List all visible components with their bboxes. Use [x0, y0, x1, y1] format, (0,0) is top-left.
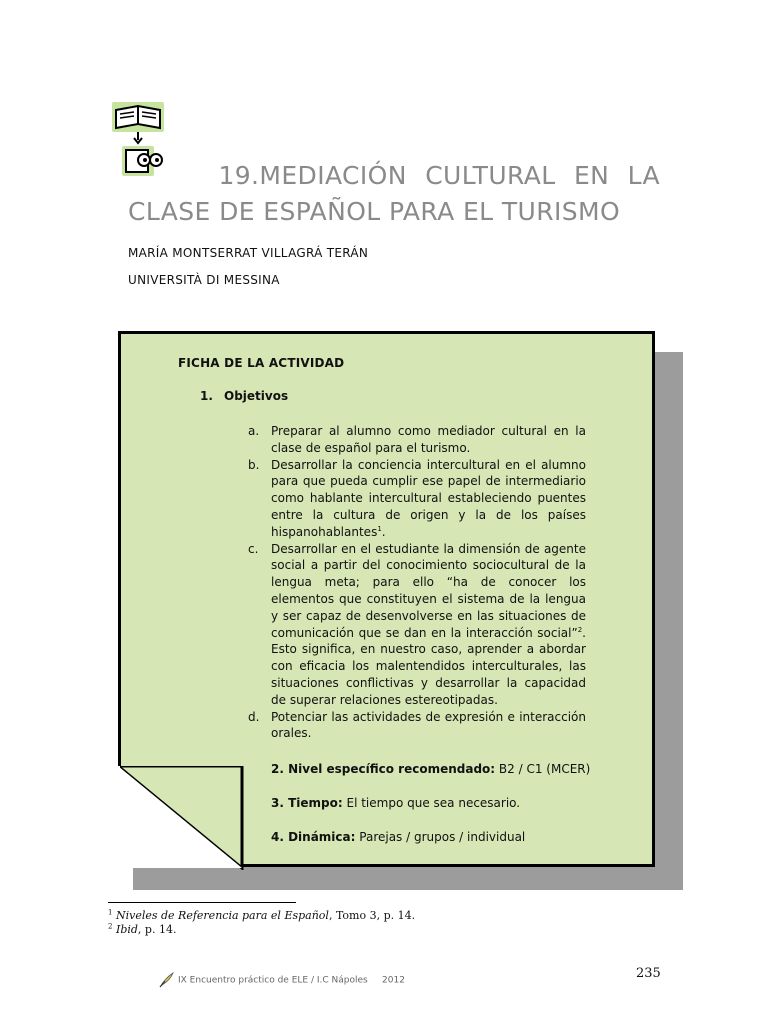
title-line-1: 19.MEDIACIÓN CULTURAL EN LA	[218, 161, 660, 190]
article-title	[128, 158, 660, 230]
list-marker: c.	[248, 541, 259, 556]
level-section	[271, 762, 590, 776]
footnote-separator	[108, 902, 296, 903]
objectives-heading	[200, 389, 288, 403]
objectives-label: Objetivos	[224, 389, 289, 403]
footnote-number: 2	[108, 922, 113, 931]
list-text-tail: .	[381, 524, 386, 539]
footer-text: IX Encuentro práctico de ELE / I.C Nápoles	[178, 975, 368, 986]
folded-corner	[118, 766, 244, 870]
list-marker: d.	[248, 709, 260, 724]
level-value: B2 / C1 (MCER)	[498, 762, 591, 776]
list-item	[248, 709, 586, 743]
footnote-text: , Tomo 3, p. 14.	[328, 909, 416, 922]
dynamics-label: 4. Dinámica:	[271, 830, 356, 844]
footnote-ref: 1	[377, 524, 382, 533]
footer-year: 2012	[382, 975, 405, 986]
page-footer	[158, 972, 405, 988]
footnote-1	[108, 909, 415, 922]
objectives-number: 1.	[200, 389, 213, 403]
objectives-list	[248, 423, 586, 742]
list-item	[248, 541, 586, 709]
list-marker: b.	[248, 457, 260, 472]
list-text: Desarrollar en el estudiante la dimensión de agente social a partir del conocimiento sociocultural de la lengua meta; para ello “ha de conocer los elementos que constituyen el sistema de la lengua y ser capaz de desenvolverse en las situaciones de comunicación que se dan en la interacción social”	[271, 541, 586, 640]
page-number: 235	[636, 966, 661, 981]
footnote-2	[108, 923, 176, 936]
list-item	[248, 457, 586, 541]
time-section	[271, 796, 520, 810]
quill-pen-icon	[158, 972, 174, 988]
list-item	[248, 423, 586, 457]
author-name: MARÍA MONTSERRAT VILLAGRÁ TERÁN	[128, 246, 369, 260]
footnote-text: , p. 14.	[137, 923, 177, 936]
footnote-italic: Ibid	[115, 923, 138, 936]
list-text: Preparar al alumno como mediador cultural en la clase de español para el turismo.	[271, 424, 586, 455]
dynamics-section	[271, 830, 525, 844]
title-line-2: CLASE DE ESPAÑOL PARA EL TURISMO	[128, 197, 621, 226]
list-marker: a.	[248, 424, 260, 438]
university-name: UNIVERSITÀ DI MESSINA	[128, 273, 280, 287]
list-text: Potenciar las actividades de expresión e interacción orales.	[271, 709, 586, 741]
footnote-ref: 2	[577, 625, 583, 634]
time-label: 3. Tiempo:	[271, 796, 343, 810]
footnote-number: 1	[108, 908, 113, 917]
list-text-tail: . Esto significa, en nuestro caso, aprender a abordar con eficacia los malentendidos interculturales, las situaciones conflictivas y desarrollar la capacidad de superar relaciones estereotipadas.	[271, 625, 586, 707]
card-heading: FICHA DE LA ACTIVIDAD	[178, 356, 345, 370]
list-text: Desarrollar la conciencia intercultural en el alumno para que pueda cumplir ese papel de intermediario como hablante intercultural estableciendo puentes entre la cultura de origen y la de los países hispanohablantes	[271, 457, 586, 539]
footnote-italic: Niveles de Referencia para el Español	[115, 909, 329, 922]
time-value: El tiempo que sea necesario.	[346, 796, 521, 810]
level-label: 2. Nivel específico recomendado:	[271, 762, 496, 776]
dynamics-value: Parejas / grupos / individual	[359, 830, 526, 844]
